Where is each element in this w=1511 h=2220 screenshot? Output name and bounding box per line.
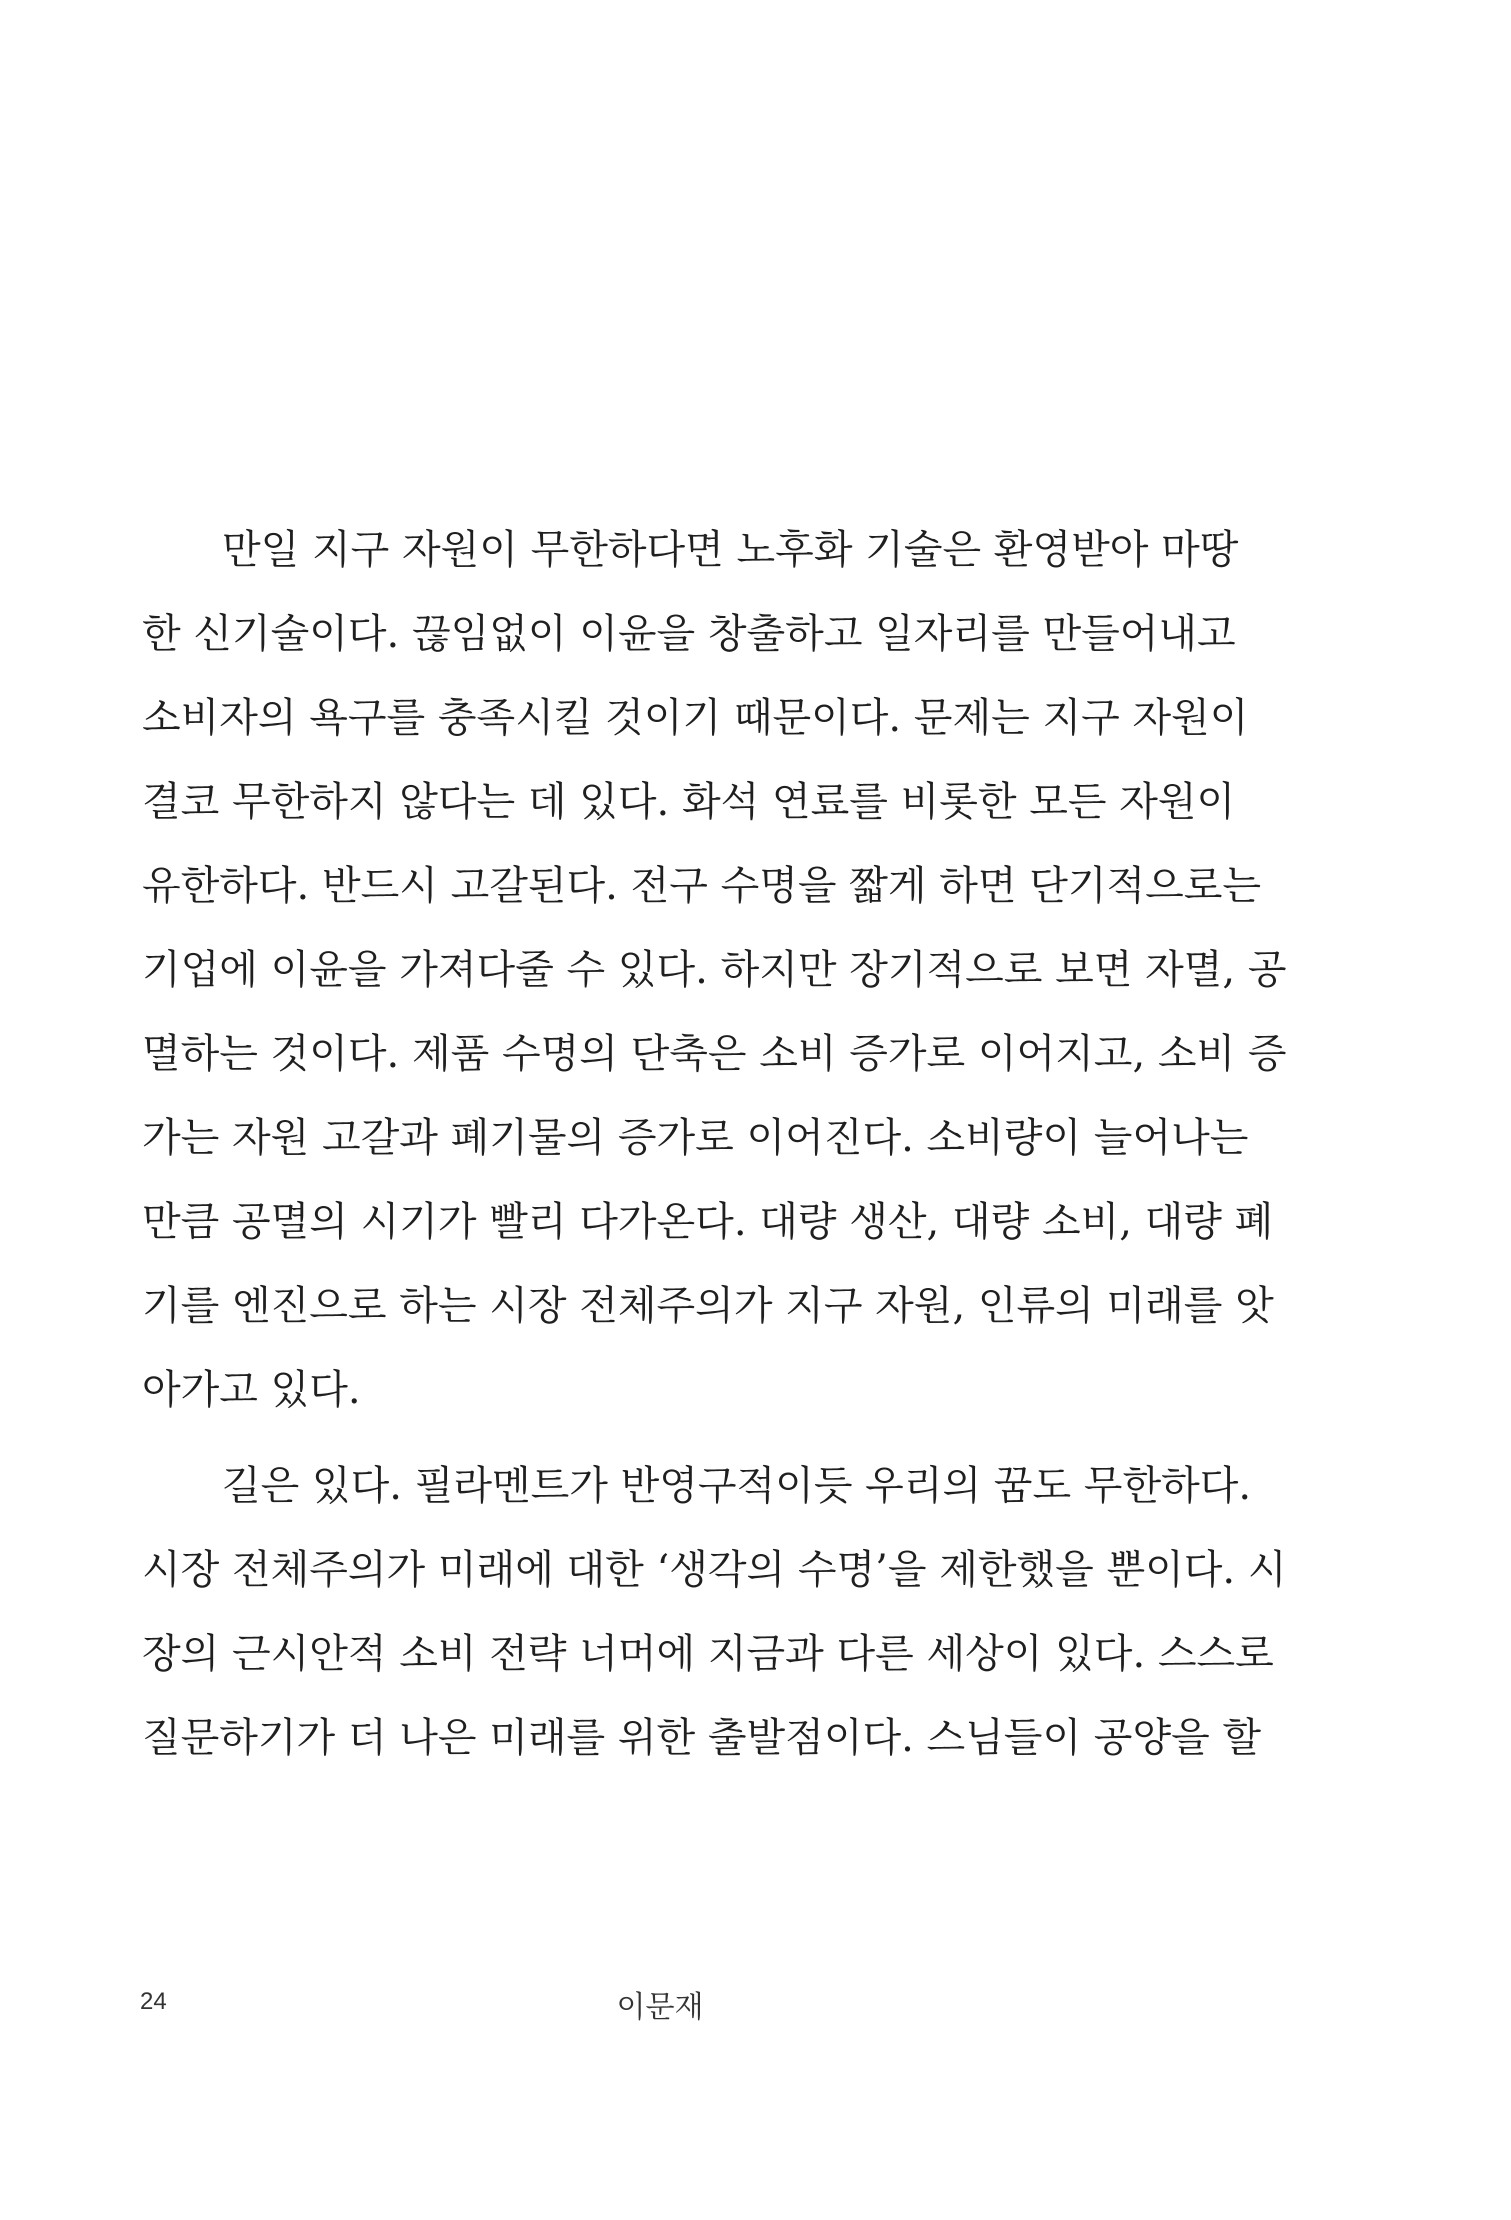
running-footer-author: 이문재 [616,1990,704,2025]
text-line: 가는 자원 고갈과 폐기물의 증가로 이어진다. 소비량이 늘어나는 [142,1115,1249,1161]
paragraph-2 [142,1444,1287,1780]
text-line: 길은 있다. 필라멘트가 반영구적이듯 우리의 꿈도 무한하다. [222,1463,1252,1509]
text-line: 기업에 이윤을 가져다줄 수 있다. 하지만 장기적으로 보면 자멸, 공 [142,947,1287,993]
text-line: 결코 무한하지 않다는 데 있다. 화석 연료를 비롯한 모든 자원이 [142,779,1236,825]
paragraph-1 [142,508,1287,1432]
text-line: 만일 지구 자원이 무한하다면 노후화 기술은 환영받아 마땅 [222,527,1239,573]
text-line: 장의 근시안적 소비 전략 너머에 지금과 다른 세상이 있다. 스스로 [142,1631,1274,1677]
text-line: 한 신기술이다. 끊임없이 이윤을 창출하고 일자리를 만들어내고 [142,611,1236,657]
text-line: 시장 전체주의가 미래에 대한 ‘생각의 수명’을 제한했을 뿐이다. 시 [142,1547,1287,1593]
text-line: 만큼 공멸의 시기가 빨리 다가온다. 대량 생산, 대량 소비, 대량 폐 [142,1199,1274,1245]
text-line: 질문하기가 더 나은 미래를 위한 출발점이다. 스님들이 공양을 할 [142,1715,1262,1761]
page-number: 24 [140,1988,167,2015]
text-line: 아가고 있다. [142,1367,361,1413]
text-line: 유한하다. 반드시 고갈된다. 전구 수명을 짧게 하면 단기적으로는 [142,863,1262,909]
text-line: 기를 엔진으로 하는 시장 전체주의가 지구 자원, 인류의 미래를 앗 [142,1283,1274,1329]
text-line: 멸하는 것이다. 제품 수명의 단축은 소비 증가로 이어지고, 소비 증 [142,1031,1287,1077]
text-line: 소비자의 욕구를 충족시킬 것이기 때문이다. 문제는 지구 자원이 [142,695,1249,741]
